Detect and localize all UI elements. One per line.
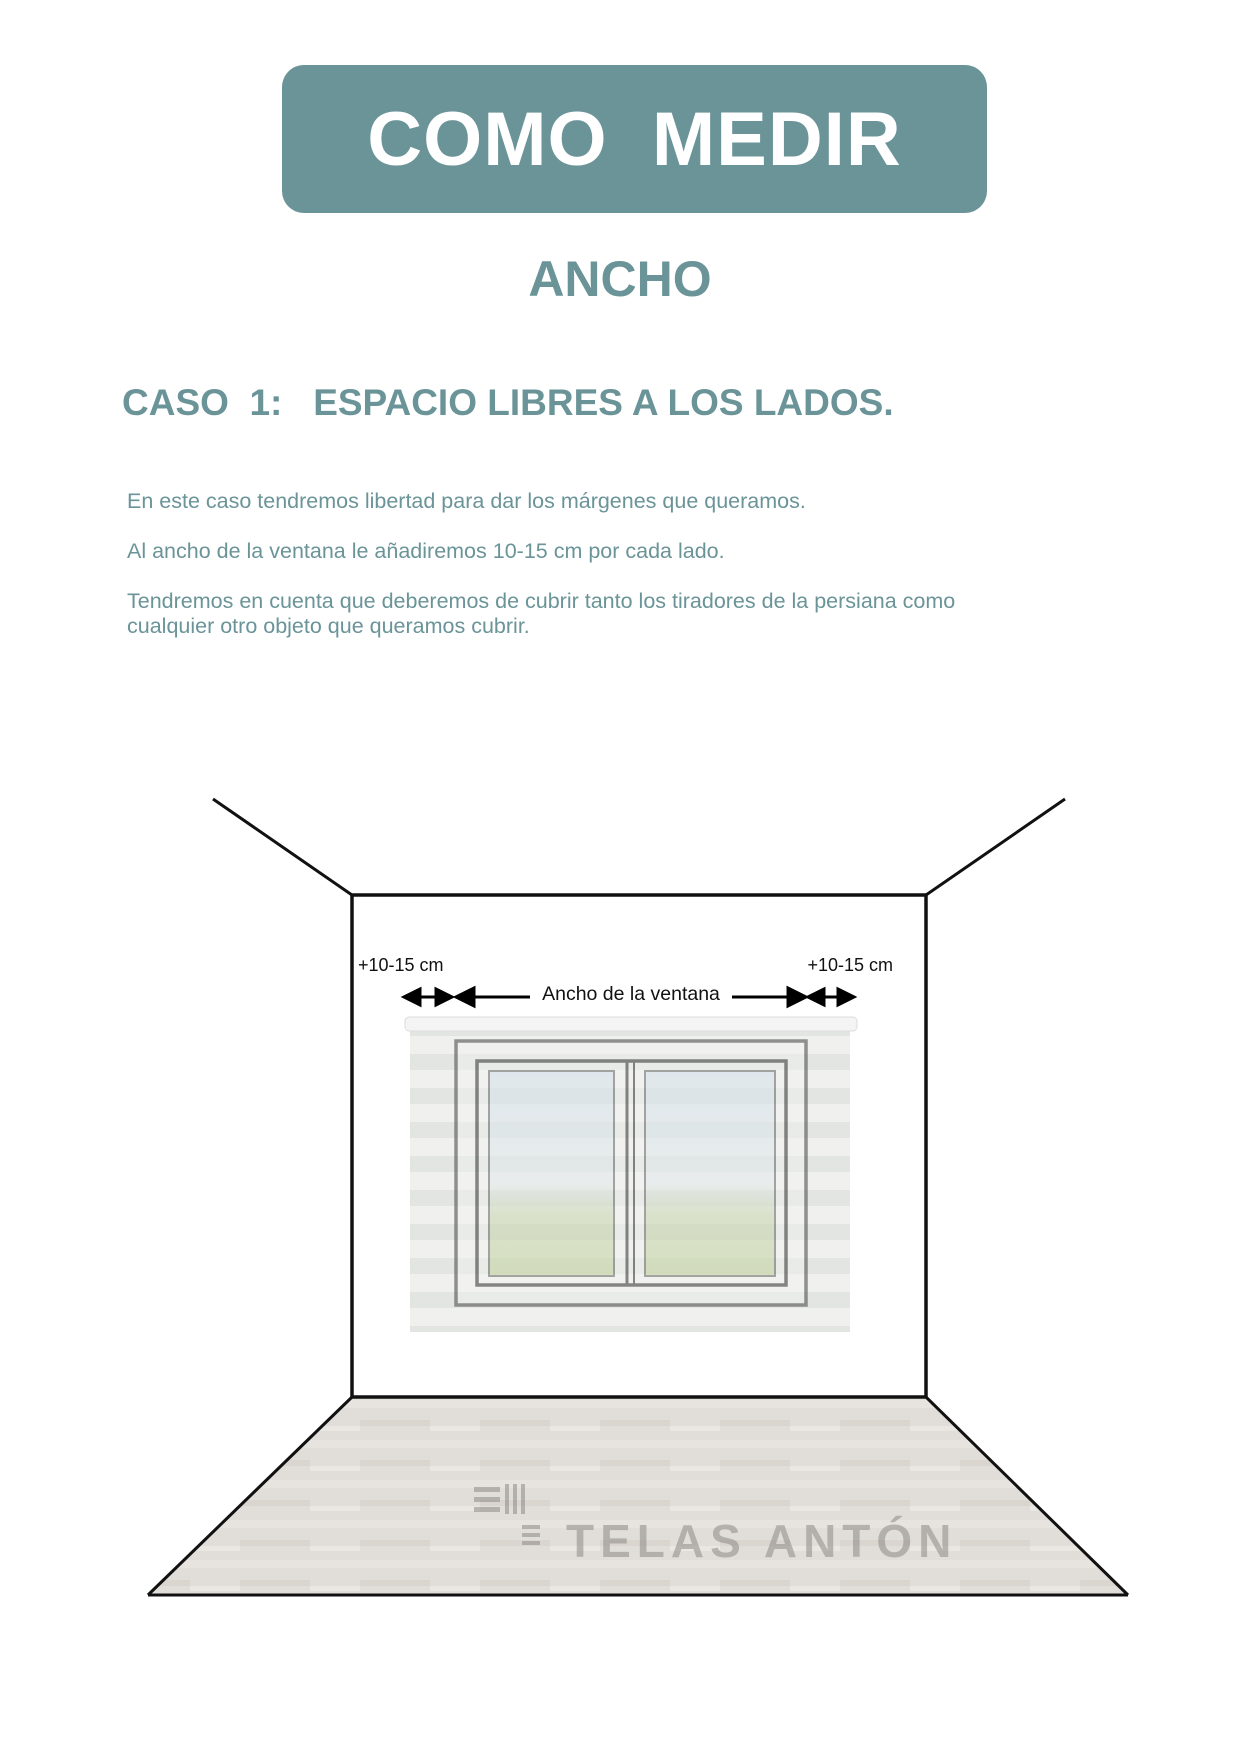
width-arrow-left-segment	[456, 988, 530, 1006]
ceiling-line-right	[926, 799, 1065, 895]
blind-cassette	[405, 1017, 857, 1031]
page-title: COMO MEDIR	[367, 96, 902, 182]
left-margin-label: +10-15 cm	[358, 955, 444, 975]
ceiling-line-left	[213, 799, 352, 895]
blind-overlay	[410, 1031, 850, 1332]
right-margin-arrow	[808, 989, 854, 1005]
case-heading: CASO 1: ESPACIO LIBRES A LOS LADOS.	[122, 382, 894, 423]
section-subtitle: ANCHO	[528, 251, 712, 307]
paragraph-cover-handles: Tendremos en cuenta que deberemos de cubrir tanto los tiradores de la persiana como cualquier otro objeto que queramos cubrir.	[127, 589, 956, 638]
paragraph-add-width: Al ancho de la ventana le añadiremos 10-15 cm por cada lado.	[127, 539, 725, 563]
width-label: Ancho de la ventana	[542, 983, 720, 1005]
paragraph-margins-freedom: En este caso tendremos libertad para dar los márgenes que queramos.	[127, 489, 806, 513]
left-margin-arrow	[404, 989, 452, 1005]
width-arrow-right-segment	[732, 988, 806, 1006]
logo-text: TELAS ANTÓN	[566, 1515, 958, 1567]
right-margin-label: +10-15 cm	[807, 955, 893, 975]
